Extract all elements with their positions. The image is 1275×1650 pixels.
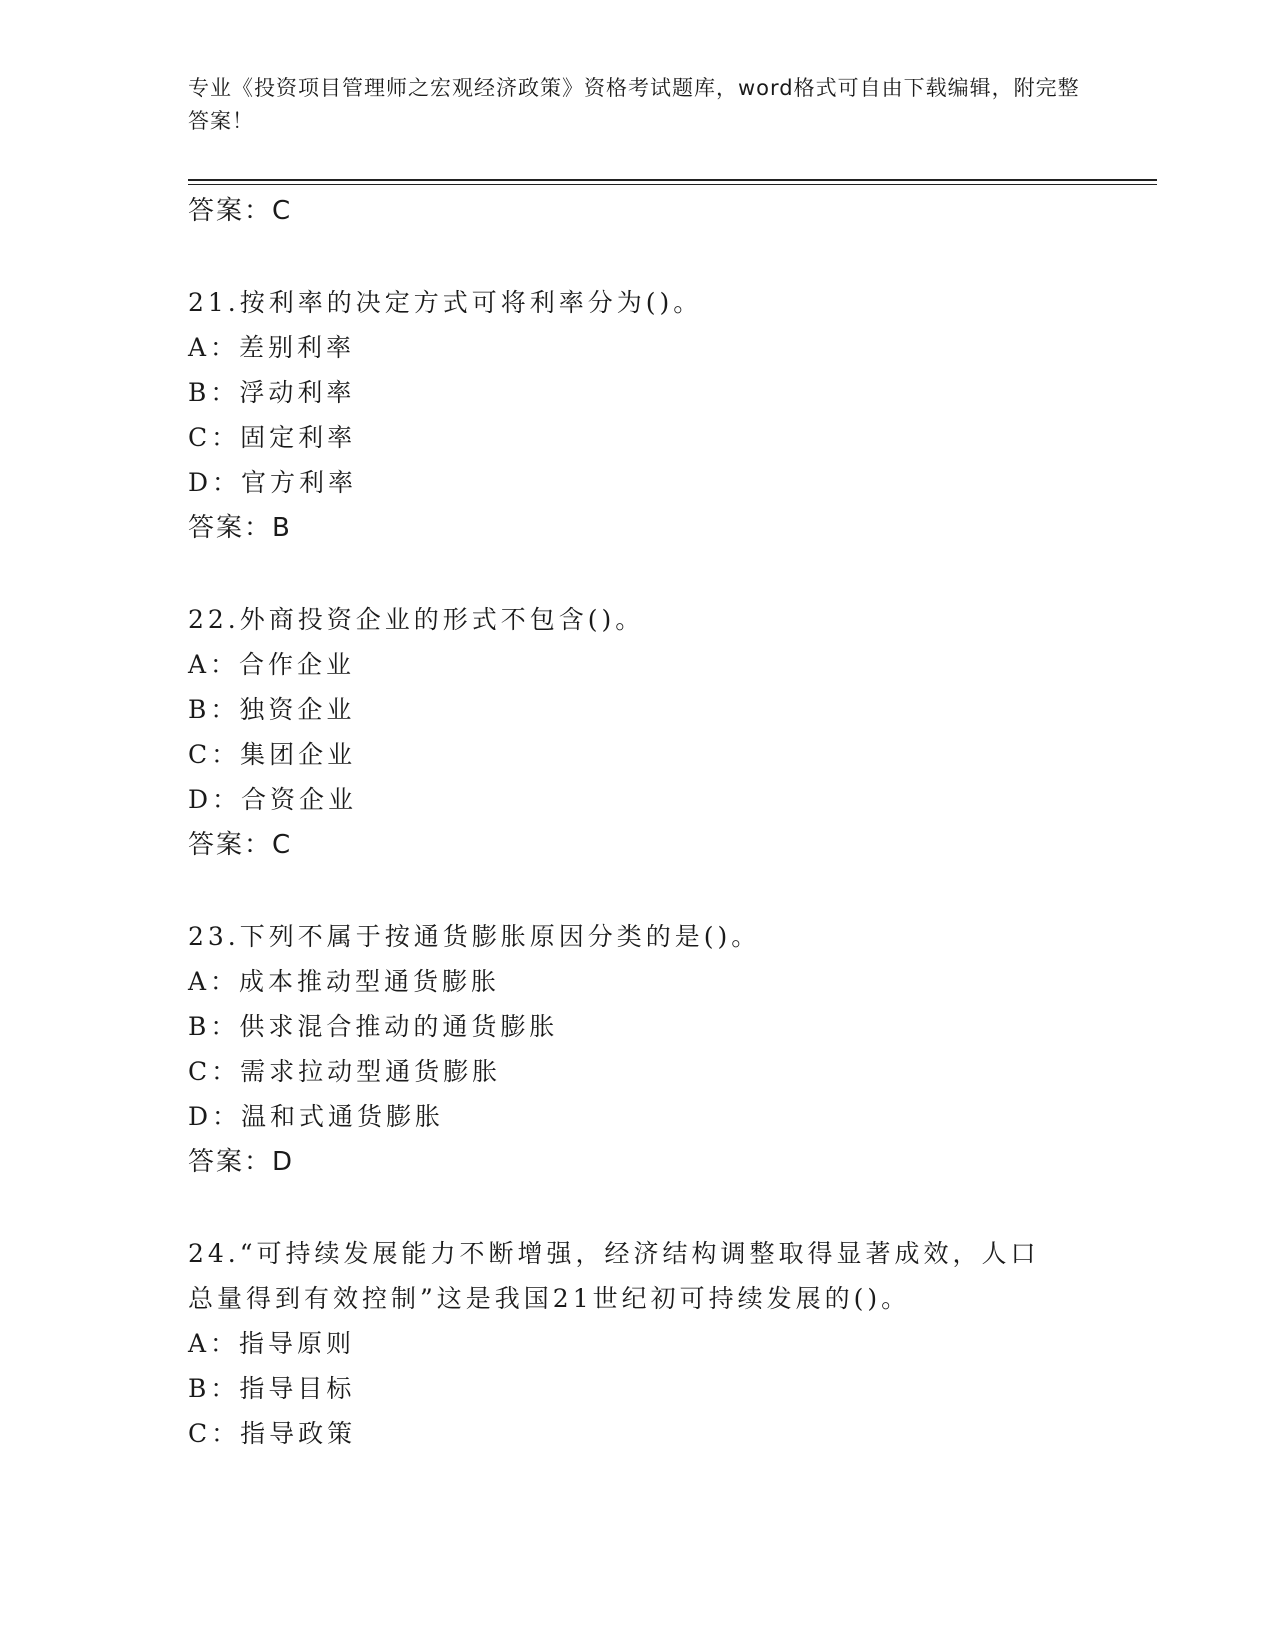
- option-a: A：成本推动型通货膨胀: [188, 967, 501, 996]
- question-stem: 24.“可持续发展能力不断增强，经济结构调整取得显著成效，人口总量得到有效控制”这是我国21世纪初可持续发展的()。: [188, 1239, 1040, 1313]
- answer-line: 答案：B: [188, 513, 292, 543]
- answer-line: 答案：D: [188, 1147, 295, 1177]
- question-21: [188, 280, 1088, 552]
- option-b: B：指导目标: [188, 1374, 356, 1403]
- option-c: C：集团企业: [188, 740, 357, 769]
- option-d: D：温和式通货膨胀: [188, 1102, 445, 1131]
- question-list: [188, 188, 1088, 1456]
- option-c: C：固定利率: [188, 423, 357, 452]
- document-header: 专业《投资项目管理师之宏观经济政策》资格考试题库，word格式可自由下载编辑，附完整答案！: [188, 76, 1080, 133]
- option-b: B：浮动利率: [188, 378, 356, 407]
- option-a: A：差别利率: [188, 333, 356, 362]
- question-stem: 21.按利率的决定方式可将利率分为()。: [188, 288, 703, 317]
- header-divider-thin: [188, 184, 1157, 185]
- question-stem: 23.下列不属于按通货膨胀原因分类的是()。: [188, 922, 761, 951]
- option-b: B：供求混合推动的通货膨胀: [188, 1012, 559, 1041]
- option-b: B：独资企业: [188, 695, 356, 724]
- option-c: C：需求拉动型通货膨胀: [188, 1057, 502, 1086]
- header-divider-thick: [188, 179, 1157, 181]
- answer-line: 答案：C: [188, 196, 293, 226]
- question-22: [188, 597, 1088, 869]
- option-a: A：合作企业: [188, 650, 356, 679]
- answer-line: 答案：C: [188, 830, 293, 860]
- option-d: D：官方利率: [188, 468, 358, 497]
- question-23: [188, 914, 1088, 1186]
- question-stem: 22.外商投资企业的形式不包含()。: [188, 605, 645, 634]
- option-c: C：指导政策: [188, 1419, 357, 1448]
- option-a: A：指导原则: [188, 1329, 356, 1358]
- question-24: [188, 1231, 1088, 1456]
- option-d: D：合资企业: [188, 785, 358, 814]
